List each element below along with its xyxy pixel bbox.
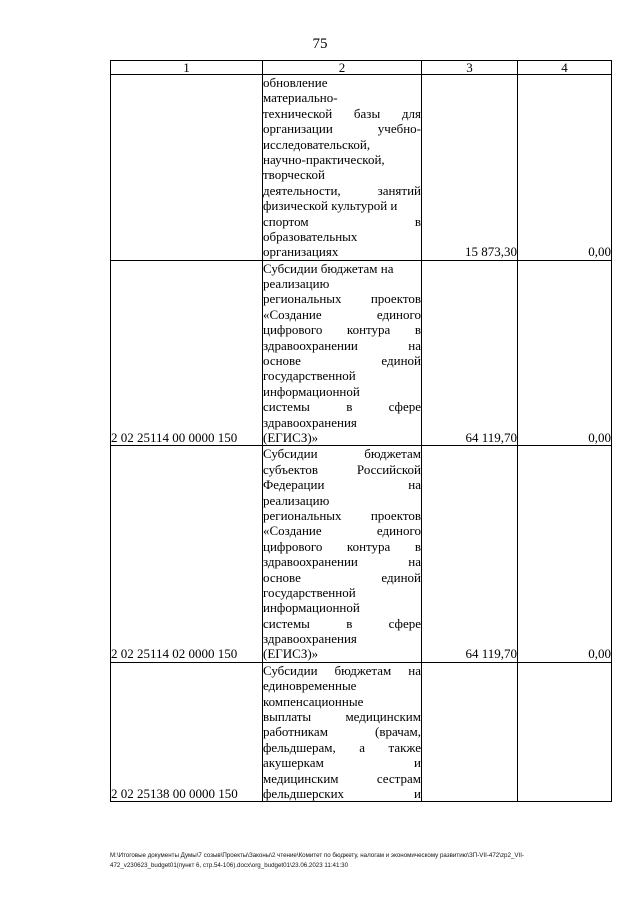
description-line: информационной bbox=[263, 600, 360, 616]
amount-col-3 bbox=[422, 662, 518, 802]
description-line: основе единой bbox=[263, 569, 421, 585]
description-line: Субсидии бюджетам на bbox=[263, 662, 421, 678]
footer-line-2: 472_v230623_budget01(пункт 6, стр.54-106).docx\org_budget01\23.06.2023 11:41:30 bbox=[110, 862, 349, 869]
description-cell bbox=[263, 260, 422, 446]
description-line: субъектов Российской bbox=[263, 461, 421, 477]
description-line: основе единой bbox=[263, 353, 421, 369]
description-line: исследовательской, bbox=[263, 136, 371, 152]
description-line: работникам (врачам, bbox=[263, 724, 421, 740]
description-line: системы в сфере bbox=[263, 615, 421, 631]
description-line: спортом в bbox=[263, 213, 421, 229]
file-path-footer bbox=[110, 851, 620, 871]
description-line: технической базы для bbox=[263, 105, 421, 121]
description-line: (ЕГИСЗ)» bbox=[263, 646, 319, 662]
description-line: физической культурой и bbox=[263, 198, 398, 214]
description-line: здравоохранения bbox=[263, 631, 357, 647]
header-col-1: 1 bbox=[111, 61, 263, 75]
table-row bbox=[111, 260, 612, 446]
description-line: деятельности, занятий bbox=[263, 182, 421, 198]
description-line: системы в сфере bbox=[263, 399, 421, 415]
description-line: государственной bbox=[263, 368, 356, 384]
amount-col-4 bbox=[518, 662, 612, 802]
description-line: выплаты медицинским bbox=[263, 709, 421, 725]
budget-table bbox=[110, 60, 612, 802]
table-row bbox=[111, 662, 612, 802]
table-row bbox=[111, 75, 612, 261]
description-line: научно-практической, bbox=[263, 151, 385, 167]
page-number: 75 bbox=[312, 36, 328, 52]
amount-col-4: 0,00 bbox=[518, 446, 612, 662]
description-line: материально- bbox=[263, 90, 338, 106]
description-cell bbox=[263, 662, 422, 802]
budget-code-cell: 2 02 25138 00 0000 150 bbox=[111, 662, 263, 802]
budget-code-cell bbox=[111, 75, 263, 261]
budget-code-cell: 2 02 25114 00 0000 150 bbox=[111, 260, 263, 446]
header-row bbox=[111, 61, 612, 75]
description-line: реализацию bbox=[263, 276, 330, 292]
description-line: здравоохранения bbox=[263, 414, 357, 430]
description-line: здравоохранении на bbox=[263, 337, 421, 353]
budget-code-cell: 2 02 25114 02 0000 150 bbox=[111, 446, 263, 662]
header-col-2: 2 bbox=[263, 61, 422, 75]
table-row bbox=[111, 446, 612, 662]
description-line: компенсационные bbox=[263, 693, 364, 709]
description-line: здравоохранении на bbox=[263, 554, 421, 570]
description-line: информационной bbox=[263, 383, 360, 399]
description-line: реализацию bbox=[263, 492, 330, 508]
amount-col-3: 64 119,70 bbox=[422, 260, 518, 446]
amount-col-4: 0,00 bbox=[518, 260, 612, 446]
description-line: региональных проектов bbox=[263, 291, 421, 307]
description-line: государственной bbox=[263, 584, 356, 600]
description-line: организации учебно- bbox=[263, 121, 421, 137]
description-line: единовременные bbox=[263, 678, 357, 694]
table-body bbox=[111, 75, 612, 802]
description-line: региональных проектов bbox=[263, 507, 421, 523]
amount-col-3: 15 873,30 bbox=[422, 75, 518, 261]
description-line: цифрового контура в bbox=[263, 538, 421, 554]
description-line: фельдшерских и bbox=[263, 785, 421, 801]
description-line: (ЕГИСЗ)» bbox=[263, 429, 319, 445]
description-line: «Создание единого bbox=[263, 523, 421, 539]
description-line: «Создание единого bbox=[263, 306, 421, 322]
description-line: Федерации на bbox=[263, 477, 421, 493]
amount-col-3: 64 119,70 bbox=[422, 446, 518, 662]
description-line: цифрового контура в bbox=[263, 322, 421, 338]
amount-col-4: 0,00 bbox=[518, 75, 612, 261]
description-line: акушеркам и bbox=[263, 755, 421, 771]
description-line: фельдшерам, а также bbox=[263, 739, 421, 755]
description-line: обновление bbox=[263, 75, 328, 90]
description-line: творческой bbox=[263, 167, 325, 183]
description-line: Субсидии бюджетам на bbox=[263, 260, 394, 276]
footer-line-1: М:\Итоговые документы Думы\7 созыв\Проекты\Законы\2 чтение\Комитет по бюджету, налогам и экономическому развитию\ЗП-VII-472\zp2_VII- bbox=[110, 852, 524, 859]
header-col-4: 4 bbox=[518, 61, 612, 75]
description-cell bbox=[263, 446, 422, 662]
description-line: образовательных bbox=[263, 228, 358, 244]
description-line: организациях bbox=[263, 244, 339, 260]
description-line: медицинским сестрам bbox=[263, 770, 421, 786]
header-col-3: 3 bbox=[422, 61, 518, 75]
description-cell bbox=[263, 75, 422, 261]
description-line: Субсидии бюджетам bbox=[263, 446, 421, 462]
